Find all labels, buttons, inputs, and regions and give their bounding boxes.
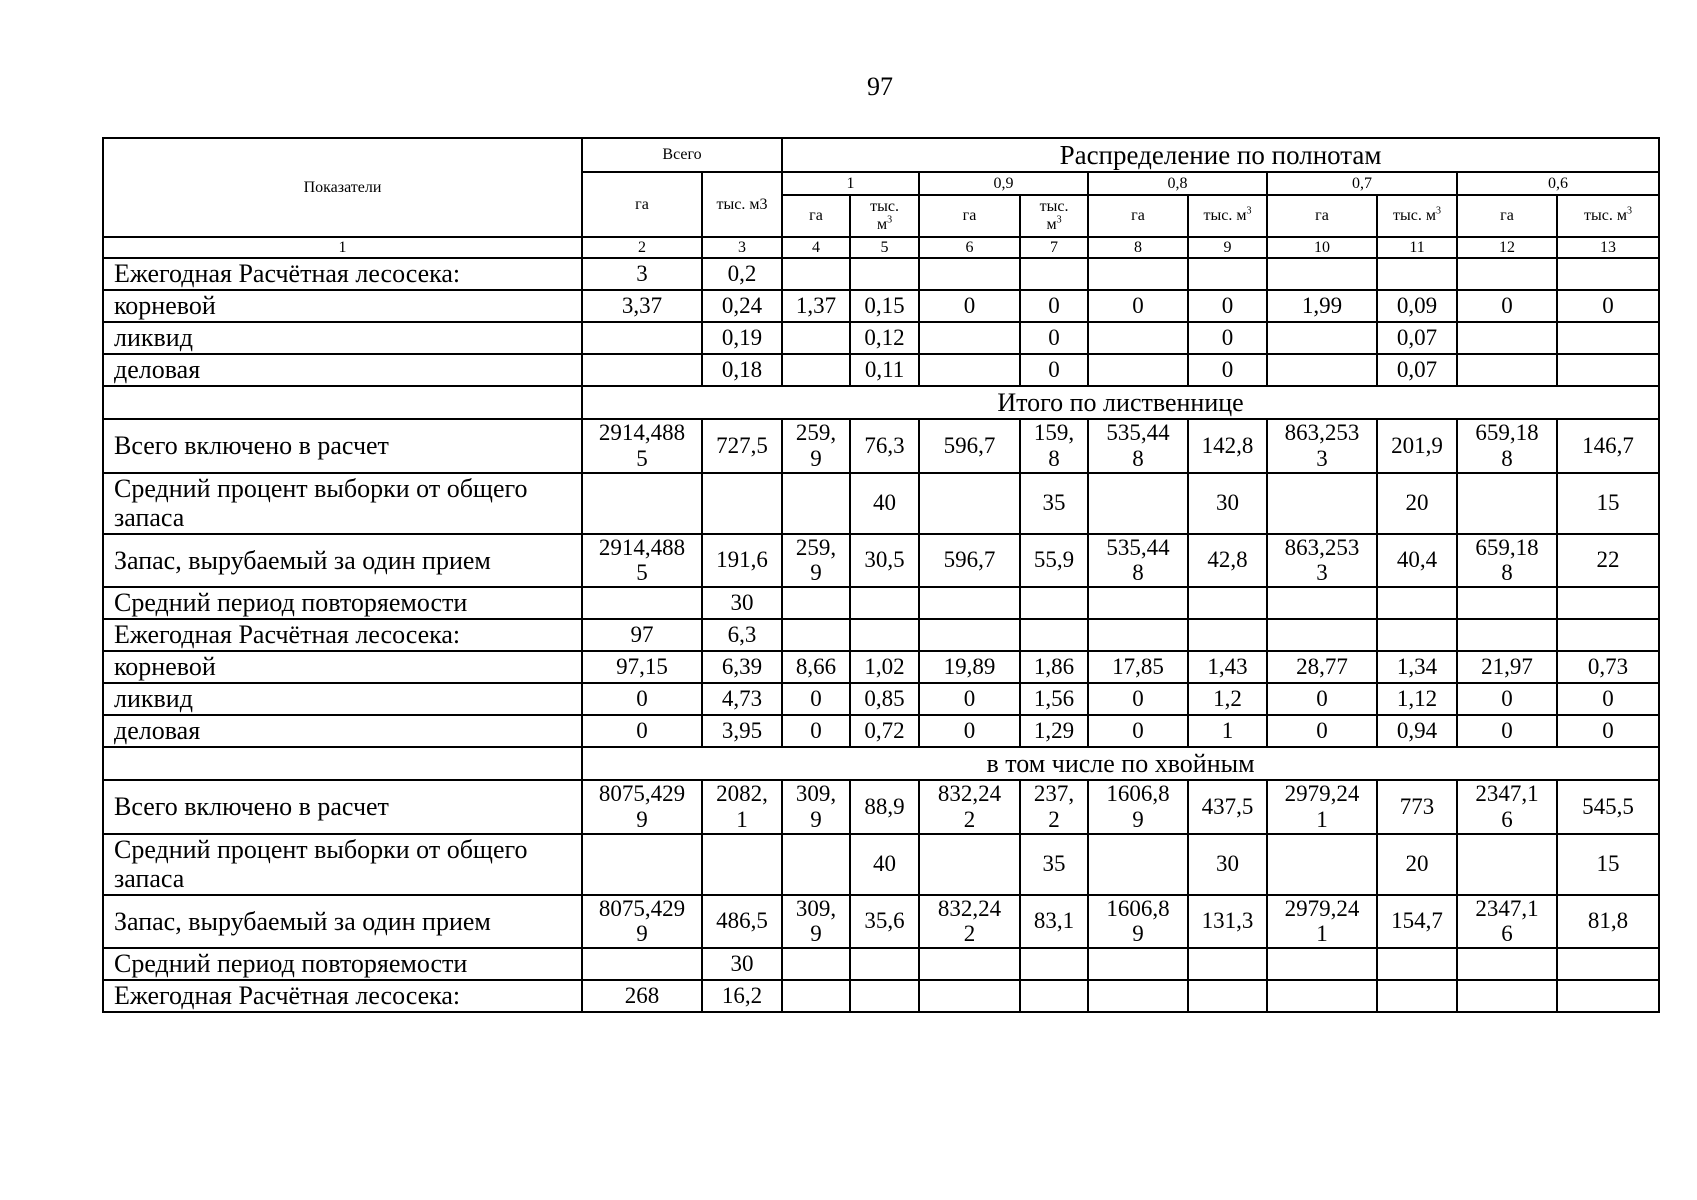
value-cell: 773 <box>1377 780 1457 834</box>
value-cell: 0 <box>1267 715 1377 747</box>
value-cell: 15 <box>1557 473 1659 534</box>
value-cell: 0,73 <box>1557 651 1659 683</box>
value-cell: 8075,429 9 <box>582 780 702 834</box>
value-cell: 201,9 <box>1377 419 1457 473</box>
value-cell: 76,3 <box>850 419 919 473</box>
column-number: 12 <box>1457 237 1557 258</box>
value-cell <box>1557 354 1659 386</box>
row-label: Запас, вырубаемый за один прием <box>103 534 582 588</box>
value-cell: 146,7 <box>1557 419 1659 473</box>
value-cell: 30 <box>702 587 782 619</box>
section-row <box>103 747 1659 780</box>
header-unit-ha: га <box>1267 195 1377 237</box>
value-cell <box>1088 619 1188 651</box>
value-cell: 1,86 <box>1020 651 1088 683</box>
table-row <box>103 619 1659 651</box>
value-cell <box>1377 587 1457 619</box>
value-cell: 259, 9 <box>782 419 850 473</box>
header-unit-ha: га <box>782 195 850 237</box>
value-cell: 35 <box>1020 834 1088 895</box>
value-cell: 1606,8 9 <box>1088 780 1188 834</box>
value-cell: 268 <box>582 980 702 1012</box>
value-cell <box>1088 587 1188 619</box>
column-number: 8 <box>1088 237 1188 258</box>
value-cell <box>782 948 850 980</box>
value-cell: 0 <box>919 290 1020 322</box>
value-cell <box>919 322 1020 354</box>
value-cell: 0 <box>1557 683 1659 715</box>
value-cell: 596,7 <box>919 419 1020 473</box>
value-cell: 0 <box>1557 290 1659 322</box>
row-label: ликвид <box>103 322 582 354</box>
row-label: Запас, вырубаемый за один прием <box>103 895 582 949</box>
value-cell: 832,24 2 <box>919 780 1020 834</box>
table-row <box>103 587 1659 619</box>
table-row <box>103 258 1659 290</box>
value-cell: 309, 9 <box>782 780 850 834</box>
value-cell: 131,3 <box>1188 895 1267 949</box>
value-cell: 0,24 <box>702 290 782 322</box>
value-cell <box>1267 587 1377 619</box>
value-cell <box>1088 473 1188 534</box>
row-label: деловая <box>103 715 582 747</box>
value-cell: 437,5 <box>1188 780 1267 834</box>
value-cell: 1606,8 9 <box>1088 895 1188 949</box>
header-unit-thous-m3: тыс. $м^3$ <box>1188 195 1267 237</box>
header-density-group: 1 <box>782 172 919 195</box>
column-number: 5 <box>850 237 919 258</box>
value-cell <box>1088 354 1188 386</box>
column-number: 10 <box>1267 237 1377 258</box>
value-cell <box>850 619 919 651</box>
value-cell <box>1088 834 1188 895</box>
value-cell: 0 <box>1457 715 1557 747</box>
value-cell: 0,18 <box>702 354 782 386</box>
value-cell: 0,07 <box>1377 354 1457 386</box>
value-cell: 0 <box>782 683 850 715</box>
column-number: 11 <box>1377 237 1457 258</box>
value-cell: 0,2 <box>702 258 782 290</box>
value-cell: 0,11 <box>850 354 919 386</box>
value-cell: 486,5 <box>702 895 782 949</box>
value-cell: 0 <box>1188 322 1267 354</box>
value-cell: 2914,488 5 <box>582 534 702 588</box>
row-label: Всего включено в расчет <box>103 780 582 834</box>
value-cell <box>1557 619 1659 651</box>
header-density-group: 0,6 <box>1457 172 1659 195</box>
value-cell <box>1377 948 1457 980</box>
table-row <box>103 780 1659 834</box>
value-cell <box>1457 587 1557 619</box>
value-cell: 0,85 <box>850 683 919 715</box>
header-indicators: Показатели <box>103 138 582 237</box>
header-unit-ha: га <box>1457 195 1557 237</box>
value-cell <box>782 834 850 895</box>
value-cell <box>1267 980 1377 1012</box>
row-label: Всего включено в расчет <box>103 419 582 473</box>
value-cell: 2979,24 1 <box>1267 780 1377 834</box>
row-label: Средний процент выборки от общего запаса <box>103 473 582 534</box>
header-unit-thous-m3: тыс. $м^3$ <box>1020 195 1088 237</box>
value-cell: 83,1 <box>1020 895 1088 949</box>
value-cell: 6,3 <box>702 619 782 651</box>
value-cell <box>1557 258 1659 290</box>
row-label: Ежегодная Расчётная лесосека: <box>103 258 582 290</box>
value-cell: 0 <box>1457 683 1557 715</box>
value-cell <box>1088 948 1188 980</box>
value-cell <box>702 834 782 895</box>
table-row <box>103 834 1659 895</box>
value-cell <box>1377 980 1457 1012</box>
value-cell <box>1088 980 1188 1012</box>
value-cell: 0 <box>1267 683 1377 715</box>
value-cell <box>1557 948 1659 980</box>
value-cell: 0 <box>582 683 702 715</box>
value-cell: 30 <box>1188 473 1267 534</box>
value-cell: 259, 9 <box>782 534 850 588</box>
value-cell <box>1188 980 1267 1012</box>
table-row <box>103 322 1659 354</box>
column-number: 13 <box>1557 237 1659 258</box>
value-cell: 0 <box>782 715 850 747</box>
value-cell <box>1020 258 1088 290</box>
value-cell: 1,2 <box>1188 683 1267 715</box>
value-cell <box>919 619 1020 651</box>
table-row <box>103 354 1659 386</box>
value-cell: 2979,24 1 <box>1267 895 1377 949</box>
value-cell: 1,12 <box>1377 683 1457 715</box>
header-unit-thous-m3: тыс. $м^3$ <box>1557 195 1659 237</box>
value-cell: 30,5 <box>850 534 919 588</box>
value-cell: 1,56 <box>1020 683 1088 715</box>
value-cell <box>1267 619 1377 651</box>
header-unit-ha: га <box>919 195 1020 237</box>
value-cell <box>1267 354 1377 386</box>
table-row <box>103 473 1659 534</box>
value-cell: 0 <box>919 683 1020 715</box>
value-cell: 19,89 <box>919 651 1020 683</box>
value-cell <box>1557 980 1659 1012</box>
value-cell: 0,19 <box>702 322 782 354</box>
value-cell <box>919 258 1020 290</box>
value-cell <box>919 980 1020 1012</box>
value-cell: 20 <box>1377 473 1457 534</box>
value-cell: 0 <box>1088 683 1188 715</box>
column-number: 7 <box>1020 237 1088 258</box>
column-number: 1 <box>103 237 582 258</box>
value-cell: 30 <box>1188 834 1267 895</box>
value-cell <box>582 473 702 534</box>
value-cell <box>850 948 919 980</box>
value-cell: 30 <box>702 948 782 980</box>
page-number: 97 <box>867 72 893 101</box>
value-cell <box>782 473 850 534</box>
row-label: Ежегодная Расчётная лесосека: <box>103 980 582 1012</box>
row-label: корневой <box>103 290 582 322</box>
value-cell <box>1377 619 1457 651</box>
value-cell <box>1557 322 1659 354</box>
value-cell <box>919 354 1020 386</box>
table-row <box>103 715 1659 747</box>
value-cell: 659,18 8 <box>1457 419 1557 473</box>
section-row <box>103 386 1659 419</box>
value-cell <box>582 834 702 895</box>
row-label: Ежегодная Расчётная лесосека: <box>103 619 582 651</box>
table-row <box>103 980 1659 1012</box>
header-density-group: 0,9 <box>919 172 1088 195</box>
row-label: корневой <box>103 651 582 683</box>
value-cell: 0 <box>1020 322 1088 354</box>
table-row <box>103 290 1659 322</box>
value-cell: 15 <box>1557 834 1659 895</box>
value-cell: 6,39 <box>702 651 782 683</box>
value-cell <box>1188 948 1267 980</box>
value-cell <box>1267 834 1377 895</box>
value-cell <box>1020 980 1088 1012</box>
value-cell: 2914,488 5 <box>582 419 702 473</box>
value-cell: 3,95 <box>702 715 782 747</box>
table-row <box>103 948 1659 980</box>
value-cell: 21,97 <box>1457 651 1557 683</box>
value-cell: 55,9 <box>1020 534 1088 588</box>
value-cell <box>1188 258 1267 290</box>
value-cell: 40,4 <box>1377 534 1457 588</box>
value-cell: 8,66 <box>782 651 850 683</box>
value-cell <box>919 948 1020 980</box>
value-cell <box>1020 587 1088 619</box>
value-cell: 863,253 3 <box>1267 534 1377 588</box>
value-cell: 40 <box>850 834 919 895</box>
value-cell <box>582 948 702 980</box>
value-cell <box>1020 619 1088 651</box>
value-cell <box>1020 948 1088 980</box>
value-cell <box>919 834 1020 895</box>
value-cell: 309, 9 <box>782 895 850 949</box>
value-cell <box>1457 980 1557 1012</box>
value-cell: 35 <box>1020 473 1088 534</box>
value-cell: 154,7 <box>1377 895 1457 949</box>
value-cell: 1,02 <box>850 651 919 683</box>
section-title: Итого по лиственнице <box>582 386 1659 419</box>
value-cell: 596,7 <box>919 534 1020 588</box>
value-cell <box>582 354 702 386</box>
header-density-group: 0,7 <box>1267 172 1457 195</box>
value-cell <box>782 619 850 651</box>
value-cell <box>1557 587 1659 619</box>
header-unit-ha: га <box>1088 195 1188 237</box>
value-cell <box>1088 258 1188 290</box>
row-label: Средний период повторяемости <box>103 948 582 980</box>
section-blank-cell <box>103 747 582 780</box>
value-cell <box>1188 619 1267 651</box>
value-cell: 3 <box>582 258 702 290</box>
value-cell <box>919 587 1020 619</box>
value-cell <box>850 587 919 619</box>
value-cell <box>782 980 850 1012</box>
value-cell: 1,99 <box>1267 290 1377 322</box>
value-cell <box>1457 258 1557 290</box>
value-cell: 1,43 <box>1188 651 1267 683</box>
value-cell: 545,5 <box>1557 780 1659 834</box>
value-cell: 159, 8 <box>1020 419 1088 473</box>
row-label: Средний процент выборки от общего запаса <box>103 834 582 895</box>
value-cell <box>782 258 850 290</box>
row-label: Средний период повторяемости <box>103 587 582 619</box>
table-row <box>103 683 1659 715</box>
value-cell: 3,37 <box>582 290 702 322</box>
value-cell: 1,37 <box>782 290 850 322</box>
value-cell: 0,07 <box>1377 322 1457 354</box>
value-cell: 16,2 <box>702 980 782 1012</box>
table-row <box>103 651 1659 683</box>
header-total: Всего <box>582 138 782 172</box>
value-cell: 97 <box>582 619 702 651</box>
value-cell <box>702 473 782 534</box>
value-cell <box>782 354 850 386</box>
value-cell: 20 <box>1377 834 1457 895</box>
value-cell <box>1088 322 1188 354</box>
value-cell <box>1188 587 1267 619</box>
value-cell <box>1267 322 1377 354</box>
value-cell: 142,8 <box>1188 419 1267 473</box>
value-cell: 727,5 <box>702 419 782 473</box>
value-cell: 0,09 <box>1377 290 1457 322</box>
allowable-cut-table <box>102 137 1660 1013</box>
column-number: 3 <box>702 237 782 258</box>
value-cell: 35,6 <box>850 895 919 949</box>
value-cell <box>1377 258 1457 290</box>
row-label: ликвид <box>103 683 582 715</box>
value-cell: 0 <box>582 715 702 747</box>
value-cell: 0 <box>1457 290 1557 322</box>
value-cell <box>1457 834 1557 895</box>
row-label: деловая <box>103 354 582 386</box>
value-cell: 0 <box>1088 715 1188 747</box>
value-cell: 4,73 <box>702 683 782 715</box>
value-cell <box>1457 354 1557 386</box>
value-cell: 0,94 <box>1377 715 1457 747</box>
value-cell <box>782 322 850 354</box>
value-cell: 17,85 <box>1088 651 1188 683</box>
header-unit-thous-m3: тыс. $м^3$ <box>1377 195 1457 237</box>
value-cell: 535,44 8 <box>1088 419 1188 473</box>
column-number: 4 <box>782 237 850 258</box>
value-cell: 2082, 1 <box>702 780 782 834</box>
value-cell: 0 <box>1088 290 1188 322</box>
header-density-group: 0,8 <box>1088 172 1267 195</box>
value-cell: 659,18 8 <box>1457 534 1557 588</box>
column-number: 9 <box>1188 237 1267 258</box>
value-cell <box>1267 948 1377 980</box>
value-cell: 0 <box>1188 290 1267 322</box>
value-cell: 0 <box>1557 715 1659 747</box>
value-cell: 42,8 <box>1188 534 1267 588</box>
header-distribution: Распределение по полнотам <box>782 138 1659 172</box>
value-cell: 0 <box>1020 354 1088 386</box>
value-cell <box>1267 473 1377 534</box>
value-cell: 2347,1 6 <box>1457 780 1557 834</box>
value-cell: 8075,429 9 <box>582 895 702 949</box>
column-number: 6 <box>919 237 1020 258</box>
section-title: в том числе по хвойным <box>582 747 1659 780</box>
value-cell <box>1457 619 1557 651</box>
value-cell: 0,12 <box>850 322 919 354</box>
value-cell: 535,44 8 <box>1088 534 1188 588</box>
value-cell: 81,8 <box>1557 895 1659 949</box>
table-row <box>103 534 1659 588</box>
header-total-ha: га <box>582 172 702 237</box>
value-cell: 0,15 <box>850 290 919 322</box>
value-cell: 0 <box>1020 290 1088 322</box>
value-cell: 863,253 3 <box>1267 419 1377 473</box>
value-cell: 22 <box>1557 534 1659 588</box>
value-cell: 97,15 <box>582 651 702 683</box>
value-cell: 832,24 2 <box>919 895 1020 949</box>
value-cell: 88,9 <box>850 780 919 834</box>
value-cell: 237, 2 <box>1020 780 1088 834</box>
value-cell: 0,72 <box>850 715 919 747</box>
value-cell <box>582 322 702 354</box>
value-cell <box>850 980 919 1012</box>
value-cell <box>782 587 850 619</box>
column-number: 2 <box>582 237 702 258</box>
value-cell <box>1457 473 1557 534</box>
value-cell: 191,6 <box>702 534 782 588</box>
value-cell <box>919 473 1020 534</box>
value-cell <box>1267 258 1377 290</box>
value-cell: 1 <box>1188 715 1267 747</box>
value-cell: 2347,1 6 <box>1457 895 1557 949</box>
value-cell <box>582 587 702 619</box>
value-cell: 0 <box>1188 354 1267 386</box>
value-cell <box>1457 322 1557 354</box>
value-cell: 40 <box>850 473 919 534</box>
table-row <box>103 419 1659 473</box>
value-cell: 0 <box>919 715 1020 747</box>
value-cell <box>850 258 919 290</box>
value-cell: 28,77 <box>1267 651 1377 683</box>
header-total-thous-m3: тыс. м3 <box>702 172 782 237</box>
value-cell: 1,29 <box>1020 715 1088 747</box>
value-cell: 1,34 <box>1377 651 1457 683</box>
value-cell <box>1457 948 1557 980</box>
header-unit-thous-m3: тыс. $м^3$ <box>850 195 919 237</box>
table-row <box>103 895 1659 949</box>
section-blank-cell <box>103 386 582 419</box>
